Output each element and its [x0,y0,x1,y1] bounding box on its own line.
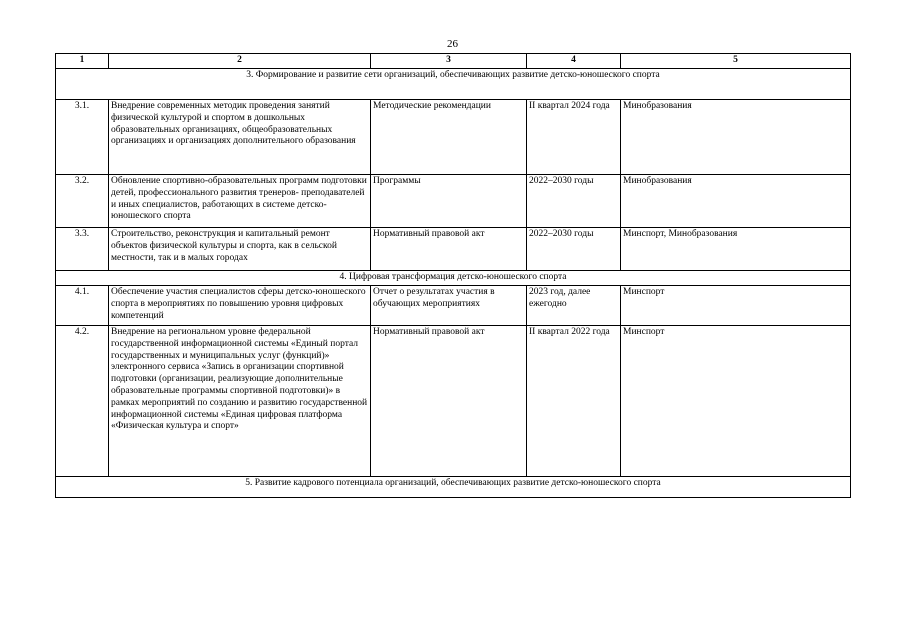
responsible-cell: Минспорт [621,326,851,477]
section-row [56,69,851,100]
column-header: 5 [621,54,851,69]
table-row [56,228,851,271]
activity-cell: Внедрение на региональном уровне федеральной государственной информационной системы «Единый портал государственных и муниципальных услуг (функций)» электронного сервиса «Запись в организации спортивной подготовки (организации, реализующие дополнительные образовательные программы спортивной подготовки)» в рамках мероприятий по созданию и развитию государственной информационной системы «Единая цифровая платформа «Физическая культура и спорт» [109,326,371,477]
table-row [56,286,851,326]
row-number: 3.1. [56,100,109,175]
column-number-row [56,54,851,69]
plan-table [55,53,851,498]
responsible-cell: Минспорт [621,286,851,326]
row-number: 4.2. [56,326,109,477]
activity-cell: Обеспечение участия специалистов сферы детско-юношеского спорта в мероприятиях по повышению уровня цифровых компетенций [109,286,371,326]
table-row [56,100,851,175]
table-row [56,326,851,477]
section-row [56,271,851,286]
section-title: 3. Формирование и развитие сети организаций, обеспечивающих развитие детско-юношеского спорта [56,69,851,100]
responsible-cell: Минспорт, Минобразования [621,228,851,271]
row-number: 4.1. [56,286,109,326]
term-cell: 2022–2030 годы [527,175,621,228]
result-cell: Отчет о результатах участия в обучающих мероприятиях [371,286,527,326]
activity-cell: Внедрение современных методик проведения занятий физической культурой и спортом в дошкольных образовательных организациях, общеобразовательных организациях и организациях дополнительного образования [109,100,371,175]
column-header: 4 [527,54,621,69]
result-cell: Методические рекомендации [371,100,527,175]
result-cell: Нормативный правовой акт [371,326,527,477]
row-number: 3.3. [56,228,109,271]
column-header: 3 [371,54,527,69]
result-cell: Нормативный правовой акт [371,228,527,271]
activity-cell: Строительство, реконструкция и капитальный ремонт объектов физической культуры и спорта, как в сельской местности, так и в малых городах [109,228,371,271]
activity-cell: Обновление спортивно-образовательных программ подготовки детей, профессионального развития тренеров- преподавателей и иных специалистов, работающих в системе детско-юношеского спорта [109,175,371,228]
column-header: 1 [56,54,109,69]
row-number: 3.2. [56,175,109,228]
result-cell: Программы [371,175,527,228]
term-cell: 2023 год, далее ежегодно [527,286,621,326]
responsible-cell: Минобразования [621,175,851,228]
responsible-cell: Минобразования [621,100,851,175]
term-cell: II квартал 2024 года [527,100,621,175]
section-title: 5. Развитие кадрового потенциала организаций, обеспечивающих развитие детско-юношеского спорта [56,477,851,498]
table-row [56,175,851,228]
term-cell: II квартал 2022 года [527,326,621,477]
page-number: 26 [447,38,458,50]
column-header: 2 [109,54,371,69]
section-row [56,477,851,498]
section-title: 4. Цифровая трансформация детско-юношеского спорта [56,271,851,286]
term-cell: 2022–2030 годы [527,228,621,271]
